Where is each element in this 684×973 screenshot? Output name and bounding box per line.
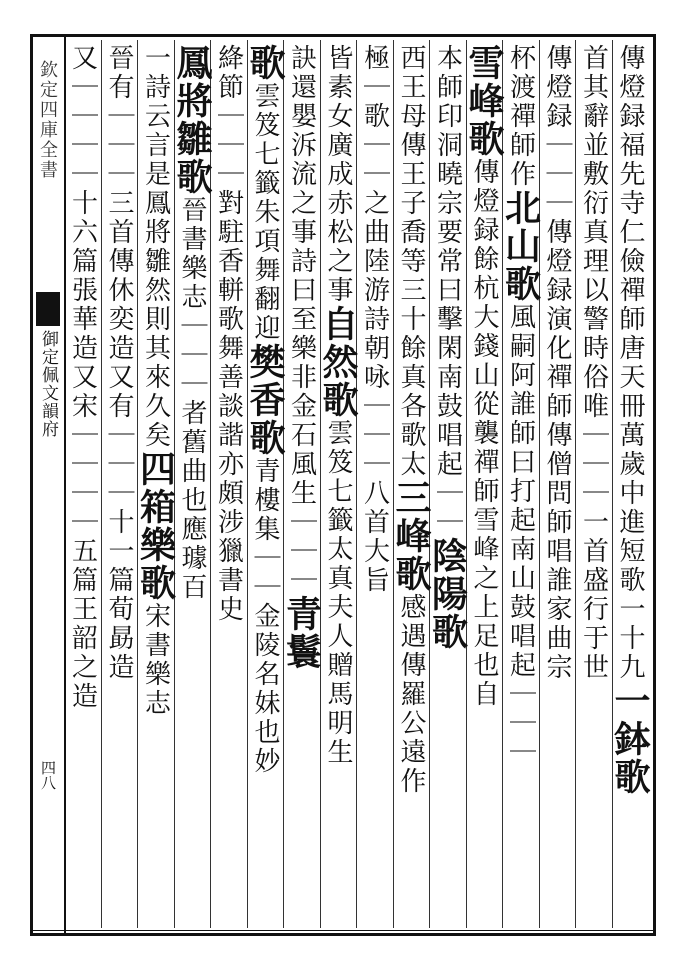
column-heading-term: 自然歌 — [317, 305, 359, 419]
column-rule — [612, 40, 613, 928]
column-rule — [466, 40, 467, 928]
text-column — [280, 44, 323, 924]
column-body-text: 雲笈七籤朱項舞翻迎 — [250, 82, 280, 343]
text-column — [244, 44, 286, 924]
column-body-text: 又｜｜｜｜十六篇張華造又宋｜｜｜｜五篇王韶之造 — [67, 44, 98, 711]
column-rule — [539, 40, 540, 928]
margin-book-title: 欽定四庫全書 — [37, 60, 58, 180]
column-heading-term: 雪峰歌 — [463, 44, 505, 158]
column-rule — [356, 40, 357, 928]
column-heading-term: 陰陽歌 — [426, 537, 469, 651]
column-body-text: 歌舞善談諧亦頗涉獵書史 — [213, 305, 244, 624]
column-heading-term: 歌 — [244, 44, 286, 82]
column-body-text: 訣還嬰泝流之事 — [286, 44, 317, 247]
text-column — [575, 44, 612, 924]
text-column — [426, 44, 469, 924]
column-heading-term: 一鉢歌 — [609, 682, 651, 796]
column-heading-term: 三峰歌 — [390, 479, 432, 593]
margin-subtitle: 御定佩文韻府 — [38, 330, 58, 438]
text-column — [171, 44, 213, 924]
column-body-text: 西王母傳王子喬等三十餘真各歌太 — [396, 44, 426, 479]
column-body-text: 雲笈七籤太真夫人贈馬明生 — [323, 419, 353, 767]
column-body-text: 極｜歌｜｜之曲陸游詩朝咏｜｜｜八首大旨 — [359, 44, 390, 595]
text-column — [101, 44, 138, 924]
column-body-text: 傳燈録餘杭大錢山從襲禪師雪峰之上足也自 — [469, 158, 499, 709]
margin-page-number: 四八 — [39, 760, 57, 790]
text-column — [539, 44, 576, 924]
column-body-text: 傳燈録｜｜｜傳燈録演化禪師傳僧問師唱誰家曲宗 — [542, 44, 572, 682]
column-body-text: 首其辭並敷衍真理以警時俗唯｜｜｜一首盛行于世 — [578, 44, 609, 682]
text-column — [356, 44, 393, 924]
bottom-rule — [30, 930, 656, 931]
column-rule — [393, 40, 394, 928]
column-rule — [101, 40, 102, 928]
column-body-text: 一詩云言是鳳將雛然則其來久矣 — [140, 44, 171, 450]
column-body-text: 晉書樂志｜｜｜者舊曲也應璩百 — [177, 196, 207, 602]
text-column — [499, 44, 542, 924]
text-column — [609, 44, 651, 924]
column-body-text: 宋書樂志 — [140, 602, 171, 718]
text-column — [64, 44, 101, 924]
column-rule — [575, 40, 576, 928]
column-body-text: 青樓集｜｜金陵名妹也妙 — [250, 457, 280, 776]
column-rule — [283, 40, 284, 928]
column-body-text: 傳燈録福先寺仁儉禪師唐天冊萬歲中進短歌一十九 — [615, 44, 645, 682]
column-body-text: 風嗣阿誰師曰打起南山鼓唱起｜｜｜ — [505, 303, 536, 767]
column-rule — [137, 40, 138, 928]
column-heading-term: 鳳將雛歌 — [171, 44, 213, 196]
column-body-text: 杯渡禪師作 — [505, 44, 536, 189]
column-body-text: 晉有｜｜｜三首傳休奕造又有｜｜｜十一篇荀勗造 — [104, 44, 134, 682]
text-column — [390, 44, 432, 924]
column-body-text: 本師印洞曉宗要常曰擊閑南鼓唱起｜｜ — [432, 44, 463, 537]
column-body-text: 絳節｜｜｜對駐香軿 — [213, 44, 244, 305]
text-column — [210, 44, 247, 924]
column-heading-term: 青鬟 — [280, 595, 323, 671]
column-body-text: 詩曰至樂非金石風生｜｜｜ — [286, 247, 317, 595]
column-heading-term: 北山歌 — [499, 189, 542, 303]
text-column — [463, 44, 505, 924]
column-heading-term: 樊香歌 — [244, 343, 286, 457]
column-rule — [502, 40, 503, 928]
column-rule — [320, 40, 321, 928]
text-column — [317, 44, 359, 924]
column-heading-term: 四箱樂歌 — [134, 450, 177, 602]
margin-fishtail-mark — [36, 292, 60, 326]
column-body-text: 感遇傳羅公遠作 — [396, 593, 426, 796]
column-rule — [247, 40, 248, 928]
column-body-text: 皆素女廣成赤松之事 — [323, 44, 353, 305]
text-column — [134, 44, 177, 924]
